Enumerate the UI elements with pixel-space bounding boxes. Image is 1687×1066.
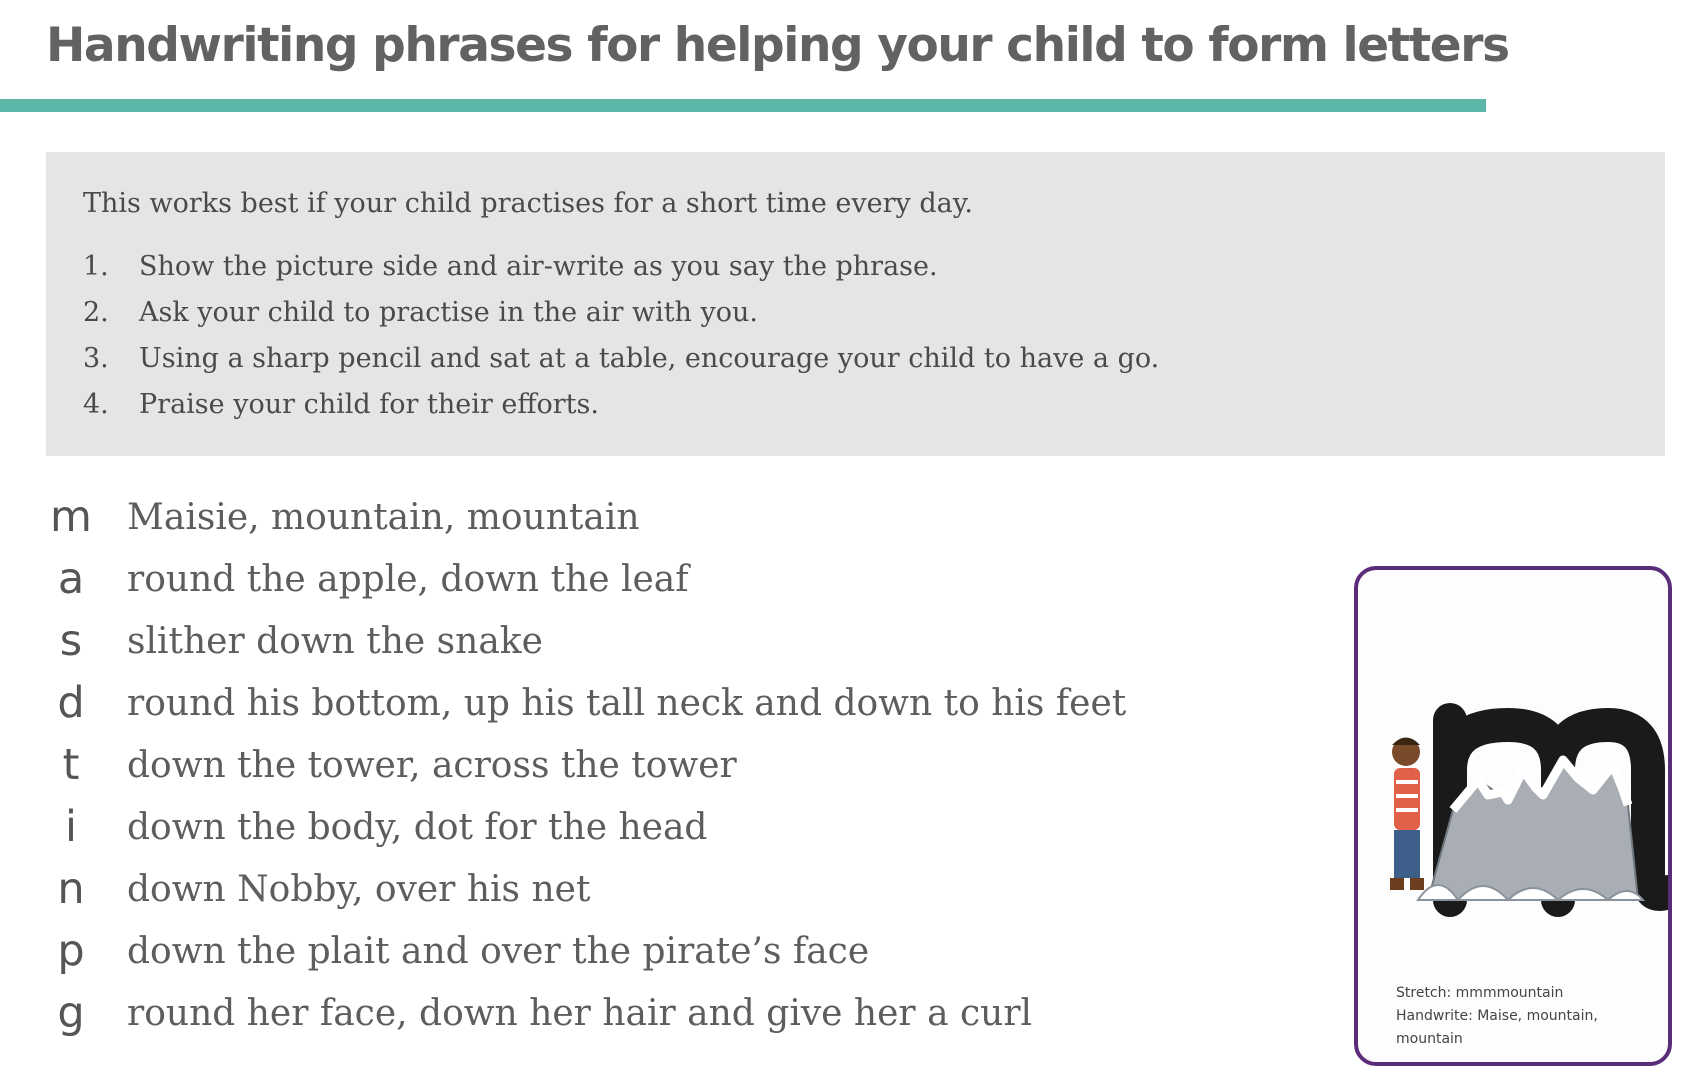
phrase-letter: g <box>57 988 85 1038</box>
phrase-letter: m <box>50 492 92 542</box>
phrase-letter: t <box>62 740 80 790</box>
step-number: 3. <box>83 343 109 374</box>
step-text: Praise your child for their efforts. <box>139 389 599 420</box>
phrase-letter: i <box>65 802 77 852</box>
step-item <box>83 296 1159 342</box>
page-title: Handwriting phrases for helping your child to form letters <box>46 18 1509 73</box>
phrase-text: down the body, dot for the head <box>127 807 708 848</box>
card-stretch-text: Stretch: mmmmountain <box>1396 985 1564 1001</box>
phrase-text: round her face, down her hair and give her a curl <box>127 993 1033 1034</box>
step-text: Ask your child to practise in the air with you. <box>139 297 759 328</box>
card-handwrite-text-cont: mountain <box>1396 1031 1463 1047</box>
title-underline <box>0 99 1486 112</box>
instructions-box <box>46 152 1665 456</box>
step-item <box>83 250 1159 296</box>
phrase-text: down the tower, across the tower <box>127 745 737 786</box>
phrase-text: Maisie, mountain, mountain <box>127 497 640 538</box>
step-item <box>83 388 1159 434</box>
step-item <box>83 342 1159 388</box>
phrase-letter: a <box>57 554 85 604</box>
step-number: 4. <box>83 389 109 420</box>
step-number: 2. <box>83 297 109 328</box>
step-text: Show the picture side and air-write as you say the phrase. <box>139 251 938 282</box>
phrase-text: round his bottom, up his tall neck and down to his feet <box>127 683 1127 724</box>
letter-card <box>1354 566 1672 1066</box>
phrase-text: down the plait and over the pirate’s face <box>127 931 870 972</box>
phrase-text: round the apple, down the leaf <box>127 559 689 600</box>
intro-text: This works best if your child practises for a short time every day. <box>83 188 973 219</box>
step-text: Using a sharp pencil and sat at a table, encourage your child to have a go. <box>139 343 1160 374</box>
phrase-text: down Nobby, over his net <box>127 869 591 910</box>
card-handwrite-text: Handwrite: Maise, mountain, <box>1396 1008 1598 1024</box>
step-number: 1. <box>83 251 109 282</box>
phrase-letter: p <box>57 926 85 976</box>
phrase-letter: n <box>57 864 85 914</box>
steps-list <box>83 250 1159 434</box>
phrase-letter: d <box>57 678 85 728</box>
phrase-letter: s <box>59 616 83 666</box>
card-caption <box>1396 982 1598 1051</box>
letter-m-mountain-illustration <box>1358 700 1668 930</box>
phrase-text: slither down the snake <box>127 621 543 662</box>
